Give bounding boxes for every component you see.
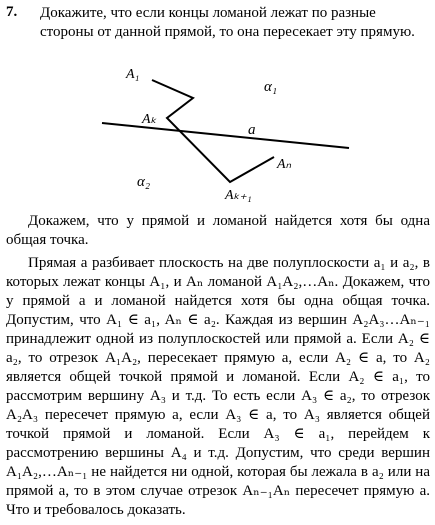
label-Ak1: Aₖ₊₁ (225, 188, 252, 203)
figure-diagram (0, 0, 435, 215)
line-a (102, 123, 349, 148)
label-line-a: a (248, 122, 256, 138)
problem-number: 7. (6, 4, 18, 20)
problem-statement: Докажите, что если концы ломаной лежат по разные стороны от данной прямой, то она пересекает эту прямую. (40, 5, 415, 40)
label-Ak: Aₖ (142, 112, 157, 127)
label-alpha2: α₂ (137, 174, 151, 190)
label-alpha1: α₁ (264, 79, 278, 95)
proof-body: Прямая a разбивает плоскость на две полуплоскости a₁ и a₂, в которых лежат концы A₁, и Aₙ ломаной A₁A₂,…Aₙ. Докажем, что у прямой a и ломаной найдется хотя бы одна общая точка. Допустим, что A₁ ∈ a₁, Aₙ ∈ a₂. Каждая из вершин A₂A₃…Aₙ₋₁ принадлежит одной из полуплоскостей или прямой a. Если A₂ ∈ a₂, то отрезок A₁A₂, пересекает прямую a, если A₂ ∈ a, то A₂ является общей точкой прямой и ломаной. Если A₂ ∈ a₁, то рассмотрим вершину A₃ и т.д. То есть если A₃ ∈ a₂, то отрезок A₂A₃ пересечет прямую a, если A₃ ∈ a, то A₃ является общей точкой прямой и ломаной. Если A₃ ∈ a₁, перейдем к рассмотрению вершины A₄ и т.д. Допустим, что среди вершин A₁A₂,…Aₙ₋₁ не найдется ни одной, которая бы лежала в a₂ или на прямой a, то в этом случае отрезок Aₙ₋₁Aₙ пересечет прямую a. Что и требовалось доказать. (6, 255, 430, 518)
label-A1: A₁ (126, 67, 140, 82)
label-An: Aₙ (277, 157, 292, 172)
broken-line (152, 80, 274, 182)
proof-block (6, 212, 430, 520)
proof-intro: Докажем, что у прямой и ломаной найдется хотя бы одна общая точка. (6, 213, 430, 248)
